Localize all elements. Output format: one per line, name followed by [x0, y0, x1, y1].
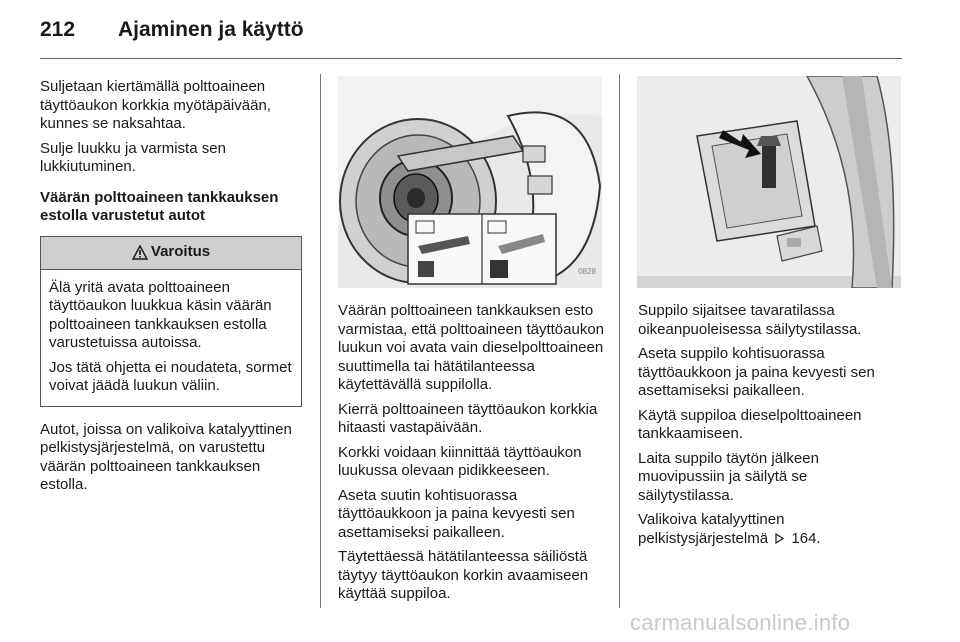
- paragraph: Suppilo sijaitsee tavaratilassa oikeanpuoleisessa säilytystilassa.: [638, 302, 862, 338]
- paragraph: Käytä suppiloa dieselpolttoaineen tankkaamiseen.: [638, 406, 862, 442]
- section-title: Ajaminen ja käyttö: [118, 18, 304, 41]
- column-3: [638, 302, 904, 554]
- paragraph: Aseta suppilo kohtisuorassa täyttöaukkoon ja paina kevyesti sen asettamiseksi paikalleen.: [638, 345, 875, 399]
- paragraph: Väärän polttoaineen tankkauksen esto varmistaa, että polttoaineen täyttöaukon luukun voi avata vain dieselpolttoaineen suuttimella tai hätätilanteessa käytettävällä suppilolla.: [338, 302, 605, 393]
- fuel-filler-figure: [338, 76, 602, 288]
- column-divider: [619, 74, 620, 608]
- paragraph: Kierrä polttoaineen täyttöaukon korkkia hitaasti vastapäivään.: [338, 400, 598, 436]
- warning-box: [40, 236, 302, 407]
- warning-triangle-icon: [132, 245, 148, 260]
- paragraph: Sulje luukku ja varmista sen lukkiutuminen.: [40, 139, 226, 175]
- paragraph: Korkki voidaan kiinnittää täyttöaukon luukussa olevaan pidikkeeseen.: [338, 443, 582, 479]
- warning-title: Varoitus: [150, 243, 211, 261]
- warning-body: [41, 270, 301, 406]
- header-rule: [40, 58, 902, 59]
- column-2: [338, 302, 604, 610]
- paragraph: Aseta suutin kohtisuorassa täyttöaukkoon ja paina kevyesti sen asettamiseksi paikalleen.: [338, 486, 575, 541]
- cross-reference-link[interactable]: 164.: [791, 529, 821, 547]
- luggage-compartment-figure: [637, 76, 901, 288]
- paragraph: Suljetaan kiertämällä polttoaineen täyttöaukon korkkia myötäpäivään, kunnes se naksahtaa.: [40, 78, 271, 132]
- paragraph: Laita suppilo täytön jälkeen muovipussiin ja säilytä se säilytystilassa.: [638, 449, 819, 504]
- fuel-filler-illustration: [338, 76, 602, 288]
- column-divider: [320, 74, 321, 608]
- paragraph: Täytettäessä hätätilanteessa säiliöstä täytyy täyttöaukon korkin avaamiseen käyttää suppiloa.: [338, 548, 589, 602]
- paragraph: Autot, joissa on valikoiva katalyyttinen pelkistysjärjestelmä, on varustettu väärän polttoaineen tankkauksen estolla.: [40, 420, 292, 493]
- cross-reference-paragraph: [638, 511, 904, 548]
- watermark: carmanualsonline.info: [630, 610, 851, 635]
- cross-reference-text: Valikoiva katalyyttinen pelkistysjärjestelmä: [638, 511, 785, 547]
- paragraph: Älä yritä avata polttoaineen täyttöaukon luukkua käsin väärän polttoaineen tankkauksen estolla varustetuissa autoissa.: [49, 278, 272, 351]
- page-number: 212: [40, 18, 76, 41]
- arrow-ref-icon: [774, 533, 785, 544]
- page-header: [40, 18, 900, 58]
- paragraph: Jos tätä ohjetta ei noudateta, sormet voivat jäädä luukun väliin.: [49, 358, 292, 394]
- subheading: Väärän polttoaineen tankkauksen estolla varustetut autot: [40, 188, 279, 224]
- warning-header: [41, 237, 301, 270]
- luggage-compartment-illustration: [637, 76, 901, 288]
- figure-code: 0828: [578, 267, 596, 276]
- column-1: [40, 78, 302, 501]
